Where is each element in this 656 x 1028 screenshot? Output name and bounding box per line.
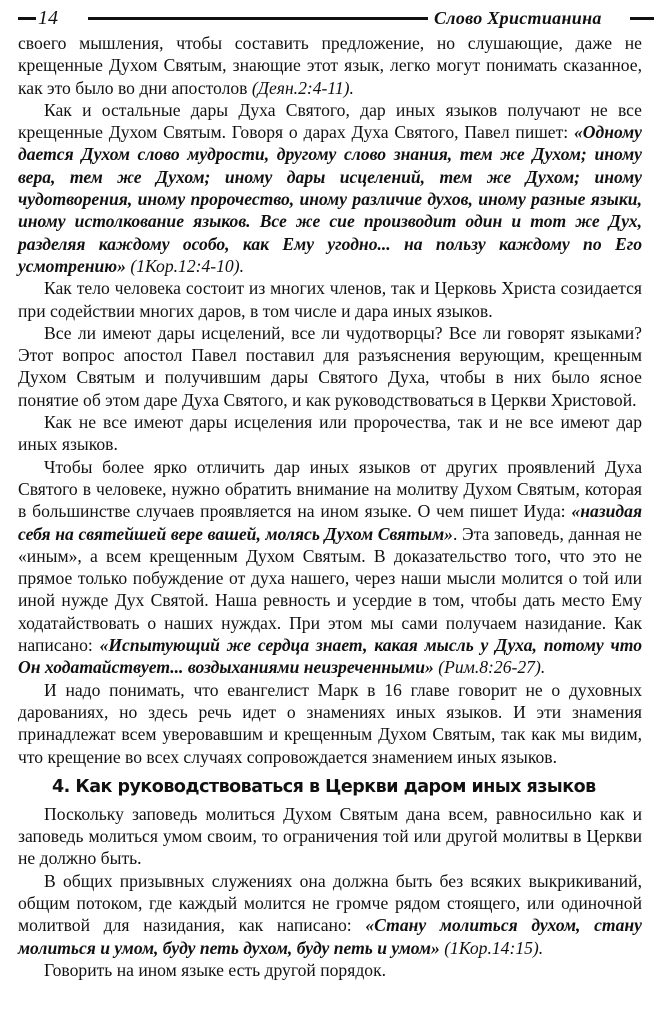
paragraph [18, 803, 642, 870]
scripture-reference: (1Кор.12:4-10). [130, 255, 244, 276]
paragraph-text: Поскольку заповедь молиться Духом Святым дана всем, равносильно как и заповедь молиться умом своим, то ограничения той или другой молитвы в Церкви не должно быть. [18, 803, 642, 869]
paragraph [18, 959, 642, 981]
paragraph [18, 456, 642, 679]
paragraph [18, 870, 642, 959]
scripture-reference: (Рим.8:26-27). [438, 657, 546, 678]
scripture-quote: «Стану молиться духом, стану молиться и умом, буду петь духом, буду петь и умом» [18, 915, 642, 958]
paragraph-text: И надо понимать, что евангелист Марк в 16 главе говорит не о духовных дарованиях, но здесь речь идет о знамениях иных языков. И эти знамения принадлежат всем уверовавшим и крещенным Духом Святым, так как мы видим, что крещение во всех случаях сопровождается знамением иных языков. [18, 679, 642, 767]
section-heading: 4. Как руководствоваться в Церкви даром иных языков [52, 776, 596, 797]
paragraph [18, 99, 642, 277]
paragraph [18, 679, 642, 768]
running-title: Слово Христианина [434, 8, 602, 28]
paragraph-text: Все ли имеют дары исцелений, все ли чудотворцы? Все ли говорят языками? Этот вопрос апостол Павел поставил для разъяснения верующим, крещенным Духом Святым и получившим дары Святого Духа, чтобы в них было ясное понятие об этом даре Духа Святого, и как руководствоваться в Церкви Христовой. [18, 322, 642, 410]
header-rule [18, 17, 36, 20]
paragraph-text: В общих призывных служениях она должна быть без всяких выкрикиваний, общим потоком, где каждый молится не громче рядом стоящего, или одиночной молитвой для назидания, как написано: [18, 870, 642, 936]
paragraph-text: . Эта заповедь, данная не «иным», а всем крещенным Духом Святым. В доказательство того, что это не прямое только побуждение от духа нашего, через наши мысли молится о той или иной нужде Дух Святой. Наша ревность и усердие в том, чтобы дать место Ему ходатайствовать о наших нуждах. При этом мы сами получаем назидание. Как написано: [18, 523, 642, 656]
paragraph-text: своего мышления, чтобы составить предложение, но слушающие, даже не крещенные Духом Святым, знающие этот язык, легко могут понимать сказанное, как это было во дни апостолов [18, 33, 642, 98]
header-rule [88, 17, 428, 20]
scripture-reference: (Деян.2:4-11). [251, 77, 354, 98]
running-header [18, 6, 642, 32]
paragraph [18, 277, 642, 322]
header-rule [630, 17, 654, 20]
scripture-reference: (1Кор.14:15). [444, 937, 544, 958]
scripture-quote: «Одному дается Духом слово мудрости, другому слово знания, тем же Духом; иному вера, тем же Духом; иному дары исцелений, тем же Духом; иному чудотворения, иному пророчество, иному различие духов, иному разные языки, иному истолкование языков. Все же сие производит один и тот же Дух, разделяя каждому особо, как Ему угодно... на пользу каждому по Его усмотрению» [18, 122, 642, 276]
paragraph [18, 322, 642, 411]
paragraph [18, 32, 642, 99]
paragraph-text: Чтобы более ярко отличить дар иных языков от других проявлений Духа Святого в человеке, нужно обратить внимание на молитву Духом Святым, которая в большинстве случаев проявляется на ином языке. О чем пишет Иуда: [18, 456, 642, 522]
scripture-quote: «назидая себя на святейшей вере вашей, молясь Духом Святым» [18, 501, 643, 544]
paragraph-text: Как не все имеют дары исцеления или пророчества, так и не все имеют дар иных языков. [18, 412, 642, 455]
paragraph-text: Как тело человека состоит из многих членов, так и Церковь Христа созидается при содействии многих даров, в том числе и дара иных языков. [18, 278, 642, 321]
page-number: 14 [38, 7, 58, 29]
paragraph-text: Говорить на ином языке есть другой порядок. [44, 959, 387, 980]
paragraph-text: Как и остальные дары Духа Святого, дар иных языков получают не все крещенные Духом Святым. Говоря о дарах Духа Святого, Павел пишет: [18, 99, 642, 143]
scripture-quote: «Испытующий же сердца знает, какая мысль у Духа, потому что Он ходатайствует... воздыханиями неизреченными» [18, 635, 642, 678]
paragraph [18, 411, 642, 456]
